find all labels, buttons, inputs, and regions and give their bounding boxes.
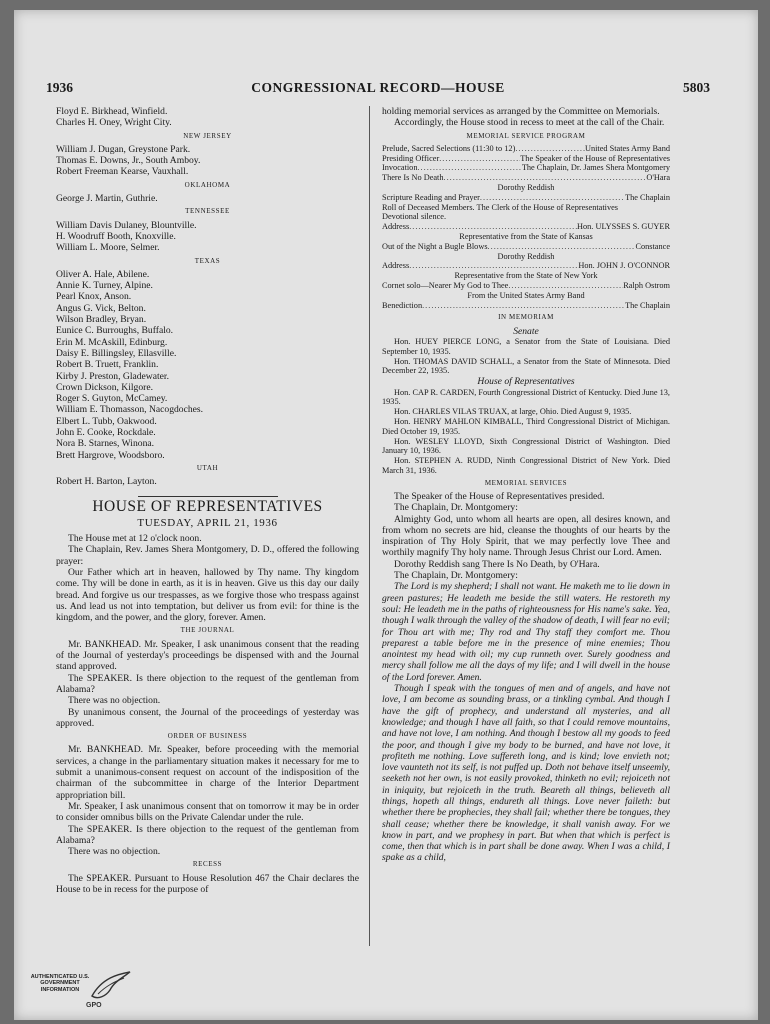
paragraph: Dorothy Reddish sang There Is No Death, by O'Hara. <box>394 558 600 570</box>
nominee-line: Elbert L. Tubb, Oakwood. <box>56 415 157 427</box>
nominee-line: Daisy E. Billingsley, Ellasville. <box>56 347 177 359</box>
nominee-line: H. Woodruff Booth, Knoxville. <box>56 230 176 242</box>
nominee-line: Robert B. Truett, Franklin. <box>56 359 159 371</box>
paragraph: The SPEAKER. Is there objection to the request of the gentleman from Alabama? <box>56 672 359 695</box>
memorial-program <box>382 144 670 311</box>
nominee-line: Robert Freeman Kearse, Vauxhall. <box>56 166 189 178</box>
program-row: Prelude, Sacred Selections (11:30 to 12) ..... United States Army Band <box>382 144 670 154</box>
prayer-paragraph: Our Father which art in heaven, hallowed by Thy name. Thy kingdom come. Thy will be done in earth, as it is in heaven. Give us this day our daily bread. And forgive us our trespasses, as we forgive those who trespass against us. And lead us not into temptation, but deliver us from evil: for thine is the kingdom, and the power, and the glory, forever. Amen. <box>56 566 359 624</box>
memoriam-entry: Hon. HUEY PIERCE LONG, a Senator from the State of Louisiana. Died September 10, 1935. <box>382 337 670 356</box>
state-heading-tx: TEXAS <box>194 256 221 265</box>
paragraph: Mr. Speaker, I ask unanimous consent that on tomorrow it may be in order to consider omnibus bills on the Private Calendar under the rule. <box>56 800 359 824</box>
program-note: Representative from the State of New York <box>454 271 598 281</box>
memorial-services-heading: MEMORIAL SERVICES <box>484 478 568 487</box>
program-row: Scripture Reading and Prayer ..... The Chaplain <box>382 193 670 203</box>
program-row: Presiding Officer ..... The Speaker of the House of Representatives <box>382 154 670 164</box>
nominee-line: John E. Cooke, Rockdale. <box>56 427 156 439</box>
paragraph: There was no objection. <box>68 846 161 858</box>
house-of-reps-heading: House of Representatives <box>477 376 575 388</box>
nominee-line: William Davis Dulaney, Blountville. <box>56 219 197 231</box>
nominee-line: Wilson Bradley, Bryan. <box>56 314 147 326</box>
seal-text: AUTHENTICATED U.S. GOVERNMENT INFORMATION <box>30 974 90 993</box>
page-header <box>46 80 710 100</box>
nominee-line: Thomas E. Downs, Jr., South Amboy. <box>56 155 201 167</box>
nominee-line: Nora B. Starnes, Winona. <box>56 438 155 450</box>
corinthians-passage: Though I speak with the tongues of men and of angels, and have not love, I am become as sounding brass, or a tinkling cymbal. And though I have the gift of prophecy, and understand all mysteries, and all knowledge; and though I have all faith, so that I could remove mountains, and have not love, I am nothing. And though I bestow all my goods to feed the poor, and though I give my body to be burned, and have not love, it profiteth me nothing. Love suffereth long, and is kind; love envieth not; love vaunteth not its self, is not puffed up. Doth not behave itself unseemly, seeketh not her own, is not easily provoked, thinketh no evil; rejoiceth not in iniquity, but rejoiceth in the truth. Beareth all things, believeth all things, hopeth all things, endureth all things. Love never faileth: but whether there be prophecies, they shall fail; whether there be tongues, they shall cease; whether there be knowledge, it shall vanish away. For we know in part, and we prophesy in part. But when that which is perfect is come, then that which is in part shall be done away. When I was a child, I spake as a child, <box>382 683 671 864</box>
memoriam-entry: Hon. CHARLES VILAS TRUAX, at large, Ohio. Died August 9, 1935. <box>394 407 632 417</box>
header-page-number: 5803 <box>683 80 710 95</box>
left-column <box>56 106 359 895</box>
paragraph: The Chaplain, Rev. James Shera Montgomery, D. D., offered the following prayer: <box>56 544 359 567</box>
nominee-line: Floyd E. Birkhead, Winfield. <box>56 106 168 117</box>
nominee-line: William J. Dugan, Greystone Park. <box>56 143 191 155</box>
journal-heading: THE JOURNAL <box>180 626 235 635</box>
program-row: Benediction ..... The Chaplain <box>382 301 670 311</box>
paragraph: The SPEAKER. Pursuant to House Resolution 467 the Chair declares the House to be in recess for the purpose of <box>56 872 359 895</box>
prayer-paragraph: Almighty God, unto whom all hearts are open, all desires known, and from whom no secrets are hid, cleanse the thoughts of our hearts by the inspiration of Thy Holy Spirit, that we may perfectly love Thee and worthily magnify Thy holy name. Through Jesus Christ our Lord. Amen. <box>382 513 670 559</box>
nominee-line: Kirby J. Preston, Gladewater. <box>56 370 169 382</box>
paragraph: The House met at 12 o'clock noon. <box>68 533 202 545</box>
program-note: Dorothy Reddish <box>497 183 555 193</box>
program-note: Dorothy Reddish <box>497 251 555 261</box>
nominee-line: Pearl Knox, Anson. <box>56 291 132 303</box>
recess-heading: RECESS <box>192 860 223 869</box>
memoriam-entry: Hon. STEPHEN A. RUDD, Ninth Congressional District of New York. Died March 31, 1936. <box>382 456 670 475</box>
gpo-label: GPO <box>86 1002 102 1009</box>
memoriam-entry: Hon. THOMAS DAVID SCHALL, a Senator from the State of Minnesota. Died December 22, 1935. <box>382 356 670 376</box>
paragraph: The Speaker of the House of Representatives presided. <box>394 490 605 502</box>
memoriam-entry: Hon. HENRY MAHLON KIMBALL, Third Congressional District of Michigan. Died October 19, 1935. <box>382 416 670 436</box>
program-note: Representative from the State of Kansas <box>459 232 593 242</box>
section-rule <box>138 496 278 497</box>
paragraph: holding memorial services as arranged by the Committee on Memorials. <box>382 106 660 117</box>
order-heading: ORDER OF BUSINESS <box>167 732 248 741</box>
state-heading-nj: NEW JERSEY <box>183 131 232 140</box>
nj-pre-list <box>56 106 359 129</box>
state-heading-ok: OKLAHOMA <box>184 180 231 189</box>
nominee-line: Charles H. Oney, Wright City. <box>56 117 172 129</box>
paragraph: The SPEAKER. Is there objection to the request of the gentleman from Alabama? <box>56 823 359 846</box>
paragraph: Mr. BANKHEAD. Mr. Speaker, before proceeding with the memorial services, a change in the parliamentary situation makes it necessary for me to submit a unanimous-consent request on account of the indisposition of the chairman of the subcommittee in charge of the Interior Department appropriation bill. <box>56 744 359 801</box>
program-note: Devotional silence. <box>382 212 447 222</box>
nominee-line: Robert H. Barton, Layton. <box>56 476 157 488</box>
in-memoriam-heading: IN MEMORIAM <box>498 313 554 322</box>
paragraph: The Chaplain, Dr. Montgomery: <box>394 502 518 514</box>
program-row: Cornet solo—Nearer My God to Thee ..... Ralph Ostrom <box>382 281 670 291</box>
program-heading: MEMORIAL SERVICE PROGRAM <box>466 131 586 140</box>
nominee-line: William L. Moore, Selmer. <box>56 242 160 254</box>
header-title: CONGRESSIONAL RECORD—HOUSE <box>251 80 505 95</box>
paragraph: The Chaplain, Dr. Montgomery: <box>394 570 518 582</box>
program-note: From the United States Army Band <box>467 290 585 300</box>
house-heading: HOUSE OF REPRESENTATIVES <box>92 497 323 515</box>
nominee-line: George J. Martin, Guthrie. <box>56 193 158 205</box>
nominee-line: Brett Hargrove, Woodsboro. <box>56 449 165 461</box>
state-heading-tn: TENNESSEE <box>185 207 230 216</box>
program-row: Out of the Night a Bugle Blows ..... Constance <box>382 242 670 252</box>
paragraph: There was no objection. <box>68 695 161 707</box>
state-heading-ut: UTAH <box>196 463 219 472</box>
program-note: Roll of Deceased Members. The Clerk of the House of Representatives <box>382 202 619 212</box>
nominee-line: Annie K. Turney, Alpine. <box>56 280 153 292</box>
program-row: There Is No Death ..... O'Hara <box>382 173 670 183</box>
memoriam-entry: Hon. CAP R. CARDEN, Fourth Congressional District of Kentucky. Died June 13, 1935. <box>382 387 670 407</box>
psalm-passage: The Lord is my shepherd; I shall not want. He maketh me to lie down in green pastures; He leadeth me beside the still waters. He restoreth my soul: He leadeth me in the paths of righteousness for His name's sake. Yea, though I walk through the valley of the shadow of death, I will fear no evil; for Thou art with me; Thy rod and Thy staff they comfort me. Thou preparest a table before me in the presence of mine enemies; Thou anointest my head with oil; my cup runneth over. Surely goodness and mercy shall follow me all the days of my life; and I will dwell in the house of the Lord forever. Amen. <box>382 581 670 683</box>
nominee-line: William E. Thomasson, Nacogdoches. <box>56 404 204 416</box>
program-row: Address ..... Hon. JOHN J. O'CONNOR <box>382 261 670 271</box>
nominee-line: Erin M. McAskill, Edinburg. <box>56 336 168 348</box>
header-year: 1936 <box>46 80 73 95</box>
nominee-line: Oliver A. Hale, Abilene. <box>56 268 150 280</box>
authentication-seal <box>28 968 138 1010</box>
paragraph: By unanimous consent, the Journal of the proceedings of yesterday was approved. <box>56 706 359 729</box>
senate-heading: Senate <box>513 325 539 337</box>
paragraph: Accordingly, the House stood in recess to meet at the call of the Chair. <box>394 117 665 129</box>
session-date: TUESDAY, APRIL 21, 1936 <box>137 516 278 529</box>
program-row: Address ..... Hon. ULYSSES S. GUYER <box>382 222 670 232</box>
nominee-line: Roger S. Guyton, McCamey. <box>56 393 168 405</box>
nominee-line: Crown Dickson, Kilgore. <box>56 381 153 393</box>
paragraph: Mr. BANKHEAD. Mr. Speaker, I ask unanimous consent that the reading of the Journal of yesterday's proceedings be dispensed with and the Journal stand approved. <box>56 638 359 673</box>
nominee-line: Angus G. Vick, Belton. <box>56 302 146 314</box>
memoriam-entry: Hon. WESLEY LLOYD, Sixth Congressional District of Washington. Died January 10, 1936. <box>382 436 670 456</box>
column-divider <box>369 106 370 946</box>
nominee-line: Eunice C. Burroughs, Buffalo. <box>56 325 174 337</box>
program-row: Invocation ..... The Chaplain, Dr. James Shera Montgomery <box>382 163 670 173</box>
right-column <box>382 106 670 864</box>
